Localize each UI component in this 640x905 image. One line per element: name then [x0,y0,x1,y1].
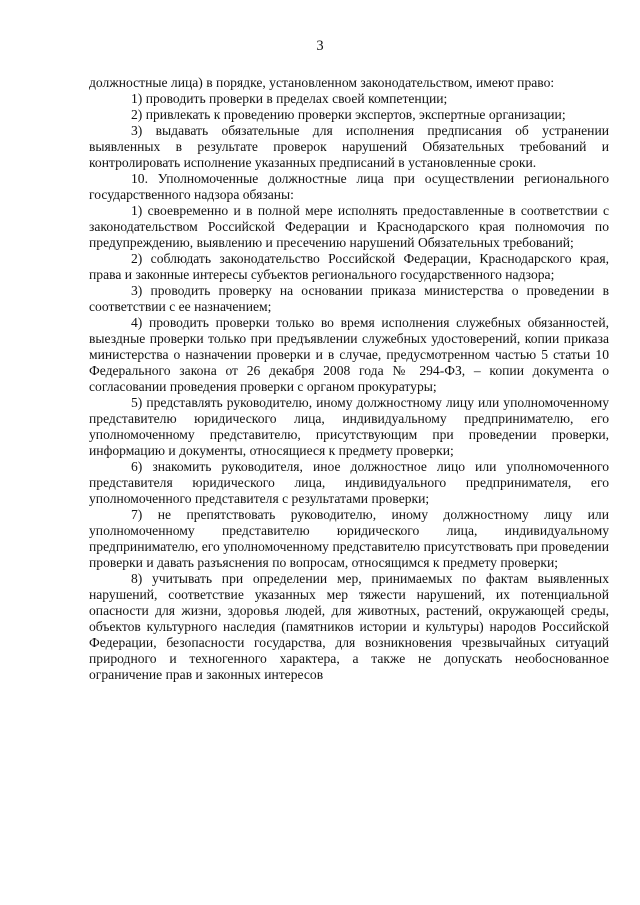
paragraph-duty-1: 1) своевременно и в полной мере исполнять предоставленные в соответствии с законодательством Российской Федерации и Краснодарского края полномочия по предупреждению, выявлению и пресечению нарушений Обязательных требований; [89,203,609,250]
paragraph-duty-8: 8) учитывать при определении мер, принимаемых по фактам выявленных нарушений, соответствие указанных мер тяжести нарушений, их потенциальной опасности для жизни, здоровья людей, для животных, растений, окружающей среды, объектов культурного наследия (памятников истории и культуры) народов Российской Федерации, безопасности государства, для возникновения чрезвычайных ситуаций природного и техногенного характера, а также не допускать необоснованное ограничение прав и законных интересов [89,571,609,682]
paragraph-item-1: 1) проводить проверки в пределах своей компетенции; [131,91,448,106]
paragraph-item-3: 3) выдавать обязательные для исполнения предписания об устранении выявленных в результате проверок нарушений Обязательных требований и контролировать исполнение указанных предписаний в установленные сроки. [89,123,609,170]
paragraph-duty-5: 5) представлять руководителю, иному должностному лицу или уполномоченному представителю юридического лица, индивидуальному предпринимателю, его уполномоченному представителю, присутствующим при проведении проверки, информацию и документы, относящиеся к предмету проверки; [89,395,609,458]
page-number: 3 [316,38,324,54]
paragraph-duty-7: 7) не препятствовать руководителю, иному должностному лицу или уполномоченному представителю юридического лица, индивидуальному предпринимателю, его уполномоченному представителю присутствовать при проведении проверки и давать разъяснения по вопросам, относящимся к предмету проверки; [89,507,609,570]
document-body [89,75,609,683]
paragraph-continuation: должностные лица) в порядке, установленном законодательством, имеют право: [89,75,555,90]
paragraph-duty-6: 6) знакомить руководителя, иное должностное лицо или уполномоченного представителя юридического лица, индивидуального предпринимателя, его уполномоченного представителя с результатами проверки; [89,459,609,506]
paragraph-duty-4: 4) проводить проверки только во время исполнения служебных обязанностей, выездные проверки только при предъявлении служебных удостоверений, копии приказа министерства о назначении проверки и в случае, предусмотренном частью 5 статьи 10 Федерального закона от 26 декабря 2008 года № 294-ФЗ, – копии документа о согласовании проведения проверки с органом прокуратуры; [89,315,609,394]
paragraph-section-10: 10. Уполномоченные должностные лица при осуществлении регионального государственного надзора обязаны: [89,171,609,202]
paragraph-duty-3: 3) проводить проверку на основании приказа министерства о проведении в соответствии с ее назначением; [89,283,609,314]
paragraph-duty-2: 2) соблюдать законодательство Российской Федерации, Краснодарского края, права и законные интересы субъектов регионального государственного надзора; [89,251,609,282]
paragraph-item-2: 2) привлекать к проведению проверки экспертов, экспертные организации; [131,107,566,122]
